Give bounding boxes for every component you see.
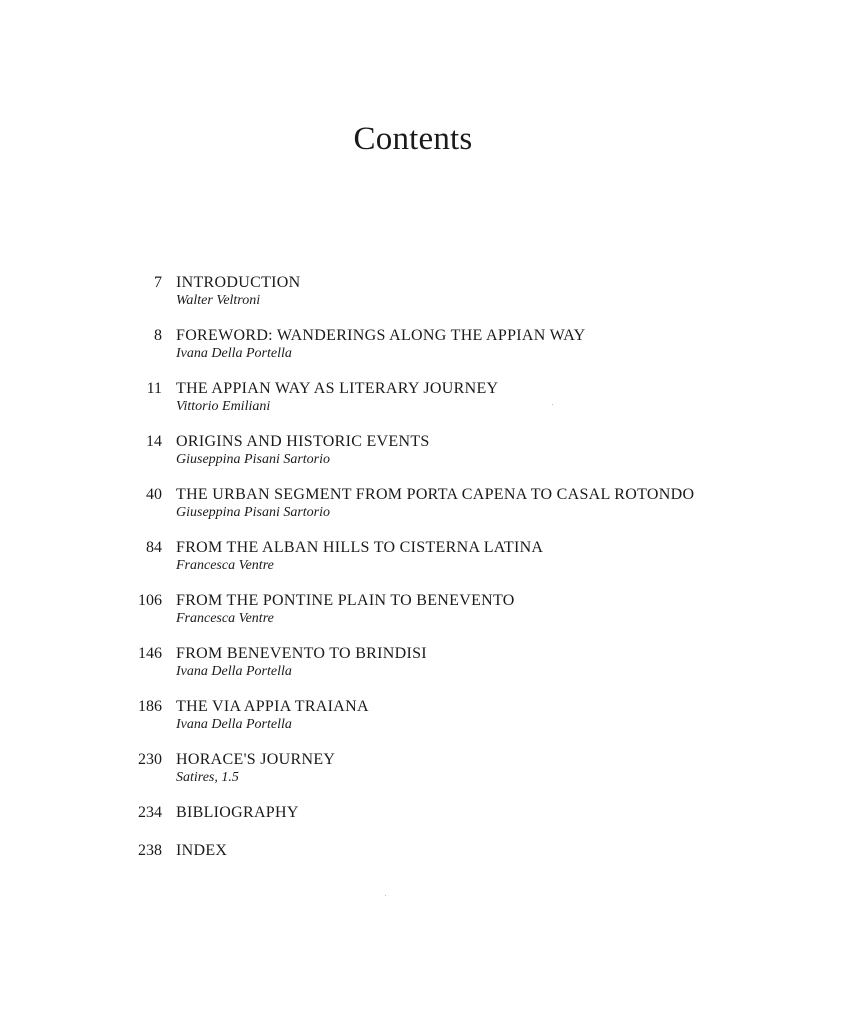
entry-title: FROM THE PONTINE PLAIN TO BENEVENTO xyxy=(176,592,515,609)
page-number: 8 xyxy=(154,327,162,344)
page-number: 11 xyxy=(146,380,162,397)
entry-author: Ivana Della Portella xyxy=(176,664,292,679)
entry-title: THE APPIAN WAY AS LITERARY JOURNEY xyxy=(176,380,499,397)
entry-author: Vittorio Emiliani xyxy=(176,399,271,414)
entry-author: Ivana Della Portella xyxy=(176,717,292,732)
entry-author: Francesca Ventre xyxy=(176,611,274,626)
entry-author: Giuseppina Pisani Sartorio xyxy=(176,452,331,467)
toc-entry-origins[interactable] xyxy=(0,432,861,472)
page-number: 84 xyxy=(146,539,162,556)
entry-title: THE URBAN SEGMENT FROM PORTA CAPENA TO CASAL ROTONDO xyxy=(176,486,695,503)
entry-title: FROM THE ALBAN HILLS TO CISTERNA LATINA xyxy=(176,539,544,556)
entry-author: Walter Veltroni xyxy=(176,293,261,308)
toc-entry-horaces-journey[interactable] xyxy=(0,750,861,790)
page-title: Contents xyxy=(353,121,473,157)
toc-entry-bibliography[interactable] xyxy=(0,803,861,843)
entry-title: THE VIA APPIA TRAIANA xyxy=(176,698,369,715)
toc-entry-pontine-plain[interactable] xyxy=(0,591,861,631)
page-number: 238 xyxy=(138,842,162,859)
entry-author: Francesca Ventre xyxy=(176,558,274,573)
page-number: 234 xyxy=(138,804,162,821)
page-number: 186 xyxy=(138,698,162,715)
entry-title: FROM BENEVENTO TO BRINDISI xyxy=(176,645,427,662)
entry-author: Satires, 1.5 xyxy=(176,770,239,785)
scan-speck xyxy=(552,404,553,405)
toc-entry-index[interactable] xyxy=(0,841,861,881)
page-number: 106 xyxy=(138,592,162,609)
toc-entry-introduction[interactable] xyxy=(0,273,861,313)
toc-entry-literary-journey[interactable] xyxy=(0,379,861,419)
page-number: 230 xyxy=(138,751,162,768)
page-number: 14 xyxy=(146,433,162,450)
entry-title: FOREWORD: WANDERINGS ALONG THE APPIAN WAY xyxy=(176,327,586,344)
page-number: 40 xyxy=(146,486,162,503)
toc-entry-alban-hills[interactable] xyxy=(0,538,861,578)
toc-entry-foreword[interactable] xyxy=(0,326,861,366)
entry-title: INTRODUCTION xyxy=(176,274,301,291)
entry-title: BIBLIOGRAPHY xyxy=(176,804,299,821)
entry-author: Ivana Della Portella xyxy=(176,346,292,361)
page-number: 146 xyxy=(138,645,162,662)
entry-title: INDEX xyxy=(176,842,228,859)
toc-entry-urban-segment[interactable] xyxy=(0,485,861,525)
entry-title: ORIGINS AND HISTORIC EVENTS xyxy=(176,433,430,450)
entry-title: HORACE'S JOURNEY xyxy=(176,751,336,768)
toc-entry-via-appia-traiana[interactable] xyxy=(0,697,861,737)
entry-author: Giuseppina Pisani Sartorio xyxy=(176,505,331,520)
scan-speck xyxy=(385,895,386,896)
toc-entry-benevento-brindisi[interactable] xyxy=(0,644,861,684)
page-number: 7 xyxy=(154,274,162,291)
